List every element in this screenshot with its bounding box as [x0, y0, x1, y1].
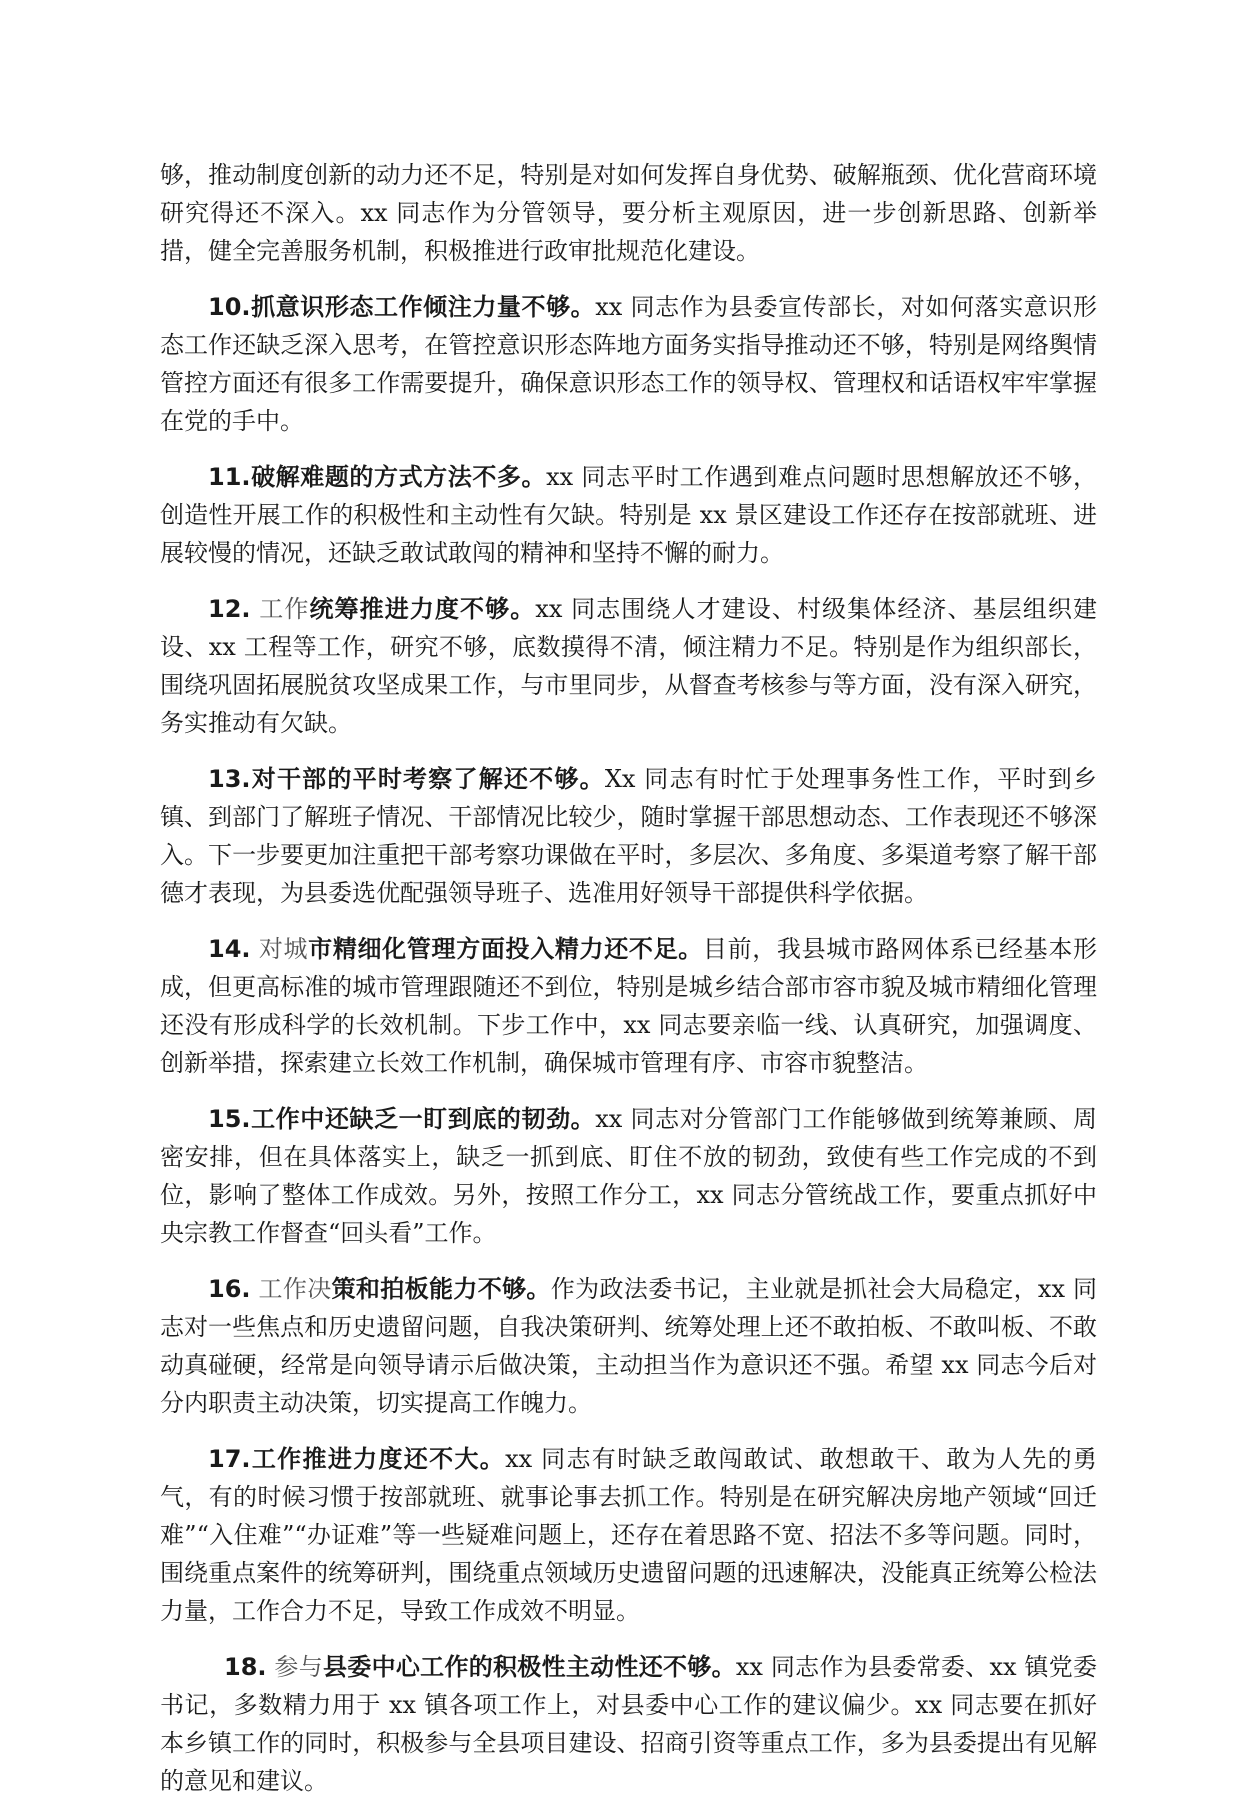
- intro-paragraph: [160, 156, 1097, 270]
- item-body: 作为政法委书记，主业就是抓社会大局稳定，xx 同志对一些焦点和历史遗留问题，自我决策研判、统筹处理上还不敢拍板、不敢叫板、不敢动真碰硬，经常是向领导请示后做决策，主动担当作为意识还不强。希望 xx 同志今后对分内职责主动决策，切实提高工作魄力。: [160, 1275, 1097, 1417]
- item-body: xx 同志作为县委常委、xx 镇党委书记，多数精力用于 xx 镇各项工作上，对县委中心工作的建议偏少。xx 同志要在抓好本乡镇工作的同时，积极参与全县项目建设、招商引资等重点工作，多为县委提出有见解的意见和建议。: [160, 1653, 1098, 1795]
- item-heading: 工作中还缺乏一盯到底的韧劲。: [250, 1105, 596, 1133]
- item-paragraph-18: [160, 1648, 1097, 1800]
- item-number: 11.: [208, 463, 251, 491]
- item-heading: 县委中心工作的积极性主动性还不够。: [323, 1653, 736, 1681]
- intro-text: 够，推动制度创新的动力还不足，特别是对如何发挥自身优势、破解瓶颈、优化营商环境研究得还不深入。xx 同志作为分管领导，要分析主观原因，进一步创新思路、创新举措，健全完善服务机制，积极推进行政审批规范化建设。: [160, 161, 1097, 265]
- item-body: xx 同志作为县委宣传部长，对如何落实意识形态工作还缺乏深入思考，在管控意识形态阵地方面务实指导推动还不够，特别是网络舆情管控方面还有很多工作需要提升，确保意识形态工作的领导权、管理权和话语权牢牢掌握在党的手中。: [160, 293, 1098, 435]
- item-prefix: 参与: [266, 1653, 324, 1681]
- item-body: xx 同志围绕人才建设、村级集体经济、基层组织建设、xx 工程等工作，研究不够，底数摸得不清，倾注精力不足。特别是作为组织部长，围绕巩固拓展脱贫攻坚成果工作，与市里同步，从督查考核参与等方面，没有深入研究，务实推动有欠缺。: [160, 595, 1097, 737]
- item-prefix: 对城: [250, 935, 309, 963]
- item-number: 15.: [208, 1105, 251, 1133]
- item-heading: 破解难题的方式方法不多。: [250, 463, 547, 491]
- item-number: 18.: [224, 1653, 267, 1681]
- item-body: Xx 同志有时忙于处理事务性工作，平时到乡镇、到部门了解班子情况、干部情况比较少，随时掌握干部思想动态、工作表现还不够深入。下一步要更加注重把干部考察功课做在平时，多层次、多角度、多渠道考察了解干部德才表现，为县委选优配强领导班子、选准用好领导干部提供科学依据。: [160, 765, 1098, 907]
- item-heading: 对干部的平时考察了解还不够。: [250, 765, 605, 793]
- item-number: 17.: [208, 1445, 251, 1473]
- item-number: 14.: [208, 935, 251, 963]
- item-prefix: 工作决: [250, 1275, 332, 1303]
- item-body: 目前，我县城市路网体系已经基本形成，但更高标准的城市管理跟随还不到位，特别是城乡结合部市容市貌及城市精细化管理还没有形成科学的长效机制。下步工作中，xx 同志要亲临一线、认真研究，加强调度、创新举措，探索建立长效工作机制，确保城市管理有序、市容市貌整洁。: [160, 935, 1097, 1077]
- item-paragraph-13: [160, 760, 1097, 912]
- item-paragraph-17: [160, 1440, 1097, 1630]
- item-paragraph-11: [160, 458, 1097, 572]
- item-number: 16.: [208, 1275, 251, 1303]
- item-paragraph-16: [160, 1270, 1097, 1422]
- item-body: xx 同志平时工作遇到难点问题时思想解放还不够，创造性开展工作的积极性和主动性有欠缺。特别是 xx 景区建设工作还存在按部就班、进展较慢的情况，还缺乏敢试敢闯的精神和坚持不懈的耐力。: [160, 463, 1097, 567]
- item-heading: 抓意识形态工作倾注力量不够。: [250, 293, 596, 321]
- item-prefix: 工作: [250, 595, 310, 623]
- item-body: xx 同志有时缺乏敢闯敢试、敢想敢干、敢为人先的勇气，有的时候习惯于按部就班、就事论事去抓工作。特别是在研究解决房地产领域“回迁难”“入住难”“办证难”等一些疑难问题上，还存在着思路不宽、招法不多等问题。同时，围绕重点案件的统筹研判，围绕重点领域历史遗留问题的迅速解决，没能真正统筹公检法力量，工作合力不足，导致工作成效不明显。: [160, 1445, 1097, 1625]
- item-heading: 策和拍板能力不够。: [331, 1275, 551, 1303]
- item-number: 13.: [208, 765, 251, 793]
- item-paragraph-12: [160, 590, 1097, 742]
- item-paragraph-15: [160, 1100, 1097, 1252]
- item-heading: 工作推进力度还不大。: [250, 1445, 506, 1473]
- item-body: xx 同志对分管部门工作能够做到统筹兼顾、周密安排，但在具体落实上，缺乏一抓到底、盯住不放的韧劲，致使有些工作完成的不到位，影响了整体工作成效。另外，按照工作分工，xx 同志分管统战工作，要重点抓好中央宗教工作督查“回头看”工作。: [160, 1105, 1098, 1247]
- document-body: [160, 156, 1097, 1818]
- item-paragraph-10: [160, 288, 1097, 440]
- item-paragraph-14: [160, 930, 1097, 1082]
- item-number: 10.: [208, 293, 251, 321]
- item-heading: 统筹推进力度不够。: [309, 595, 536, 623]
- item-number: 12.: [208, 595, 251, 623]
- item-heading: 市精细化管理方面投入精力还不足。: [308, 935, 703, 963]
